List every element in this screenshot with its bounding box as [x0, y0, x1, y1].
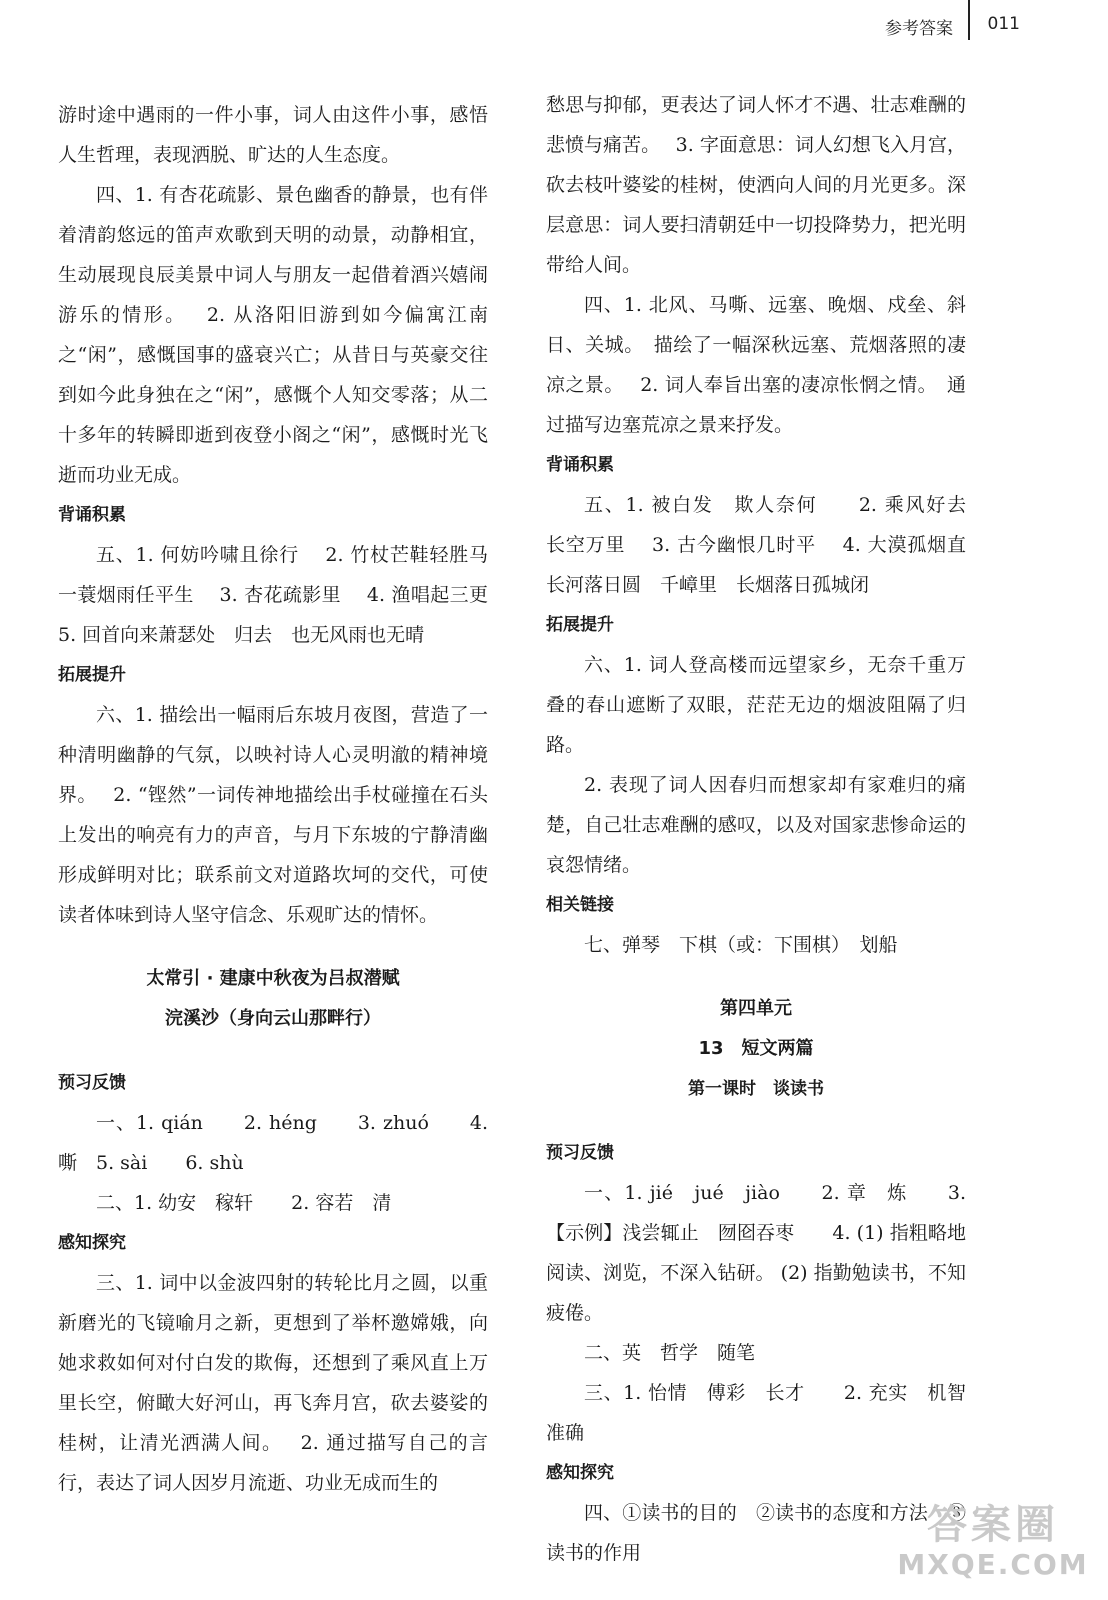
section-heading: 相关链接: [546, 895, 614, 915]
paragraph: 四、1. 有杏花疏影、景色幽香的静景，也有伴着清韵悠远的笛声欢歌到天明的动景，动静相宜，生动展现良辰美景中词人与朋友一起借着酒兴嬉闹游乐的情形。 2. 从洛阳旧游到如今偏寓江南之“闲”，感慨国事的盛衰兴亡；从昔日与英豪交往到如今此身独在之“闲”，感慨个人知交零落；从二十多年的转瞬即逝到夜登小阁之“闲”，感慨时光飞逝而功业无成。: [58, 184, 488, 486]
paragraph: 愁思与抑郁，更表达了词人怀才不遇、壮志难酬的悲愤与痛苦。 3. 字面意思：词人幻想飞入月宫，砍去枝叶婆娑的桂树，使洒向人间的月光更多。深层意思：词人要扫清朝廷中一切投降势力，把光明带给人间。: [546, 94, 966, 276]
lesson-title: 13 短文两篇: [698, 1038, 814, 1059]
paragraph: 三、1. 词中以金波四射的转轮比月之圆，以重新磨光的飞镜喻月之新，更想到了举杯邀嫦娥，向她求救如何对付白发的欺侮，还想到了乘风直上万里长空，俯瞰大好河山，再飞奔月宫，砍去婆娑的桂树，让清光洒满人间。 2. 通过描写自己的言行，表达了词人因岁月流逝、功业无成而生的: [58, 1272, 488, 1494]
watermark-top-text: 答案圈: [927, 1502, 1059, 1548]
header-label: 参考答案: [885, 19, 953, 39]
section-heading: 背诵积累: [546, 455, 614, 475]
paragraph: 二、英 哲学 随笔: [584, 1342, 756, 1364]
paragraph: 游时途中遇雨的一件小事，词人由这件小事，感悟人生哲理，表现洒脱、旷达的人生态度。: [58, 104, 488, 166]
page-header: [0, 0, 1108, 44]
section-heading: 拓展提升: [546, 615, 614, 635]
watermark-bottom-text: MXQE.COM: [897, 1548, 1089, 1581]
poem-title: 太常引 · 建康中秋夜为吕叔潜赋: [146, 968, 400, 989]
header-divider: [968, 0, 970, 40]
spacer: [58, 935, 488, 959]
section-heading: 感知探究: [546, 1463, 614, 1483]
paragraph: 五、1. 被白发 欺人奈何 2. 乘风好去 长空万里 3. 古今幽恨几时平 4. 大漠孤烟直 长河落日圆 千嶂里 长烟落日孤城闭: [546, 494, 986, 596]
section-heading: 感知探究: [58, 1233, 126, 1253]
paragraph: 2. 表现了词人因春归而想家却有家难归的痛楚，自己壮志难酬的感叹，以及对国家悲惨命运的哀怨情绪。: [546, 774, 966, 876]
paragraph: 一、1. qián 2. héng 3. zhuó 4. 嘶 5. sài 6. shù: [58, 1112, 488, 1174]
paragraph: 三、1. 怡情 傅彩 长才 2. 充实 机智 准确: [546, 1382, 986, 1444]
section-heading: 拓展提升: [58, 665, 126, 685]
spacer: [546, 1109, 966, 1133]
period-title: 第一课时 谈读书: [688, 1079, 824, 1099]
right-column: [546, 85, 986, 1573]
paragraph: 四、①读书的目的 ②读书的态度和方法 ③读书的作用: [546, 1502, 966, 1564]
section-heading: 背诵积累: [58, 505, 126, 525]
section-heading: 预习反馈: [546, 1143, 614, 1163]
section-heading: 预习反馈: [58, 1073, 126, 1093]
paragraph: 七、弹琴 下棋（或：下围棋） 划船: [584, 934, 898, 956]
paragraph: 六、1. 词人登高楼而远望家乡，无奈千重万叠的春山遮断了双眼，茫茫无边的烟波阻隔了归路。: [546, 654, 966, 756]
paragraph: 一、1. jié jué jiào 2. 章 炼 3.【示例】浅尝辄止 囫囵吞枣 4. (1) 指粗略地阅读、浏览，不深入钻研。 (2) 指勤勉读书，不知疲倦。: [546, 1182, 966, 1324]
unit-title: 第四单元: [720, 998, 792, 1019]
paragraph: 四、1. 北风、马嘶、远塞、晚烟、戍垒、斜日、关城。 描绘了一幅深秋远塞、荒烟落照的凄凉之景。 2. 词人奉旨出塞的凄凉怅惘之情。 通过描写边塞荒凉之景来抒发。: [546, 294, 966, 436]
left-column: [58, 95, 514, 1503]
spacer: [546, 965, 966, 989]
paragraph: 五、1. 何妨吟啸且徐行 2. 竹杖芒鞋轻胜马 一蓑烟雨任平生 3. 杏花疏影里 4. 渔唱起三更 5. 回首向来萧瑟处 归去 也无风雨也无晴: [58, 544, 514, 646]
page-number: 011: [987, 14, 1020, 34]
watermark-logo: [888, 1502, 1098, 1592]
spacer: [58, 1039, 488, 1063]
poem-title: 浣溪沙（身向云山那畔行）: [165, 1008, 381, 1029]
paragraph: 六、1. 描绘出一幅雨后东坡月夜图，营造了一种清明幽静的气氛，以映衬诗人心灵明澈的精神境界。 2. “铿然”一词传神地描绘出手杖碰撞在石头上发出的响亮有力的声音，与月下东坡的宁静清幽形成鲜明对比；联系前文对道路坎坷的交代，可使读者体味到诗人坚守信念、乐观旷达的情怀。: [58, 704, 488, 926]
paragraph: 二、1. 幼安 稼轩 2. 容若 清: [96, 1192, 392, 1214]
